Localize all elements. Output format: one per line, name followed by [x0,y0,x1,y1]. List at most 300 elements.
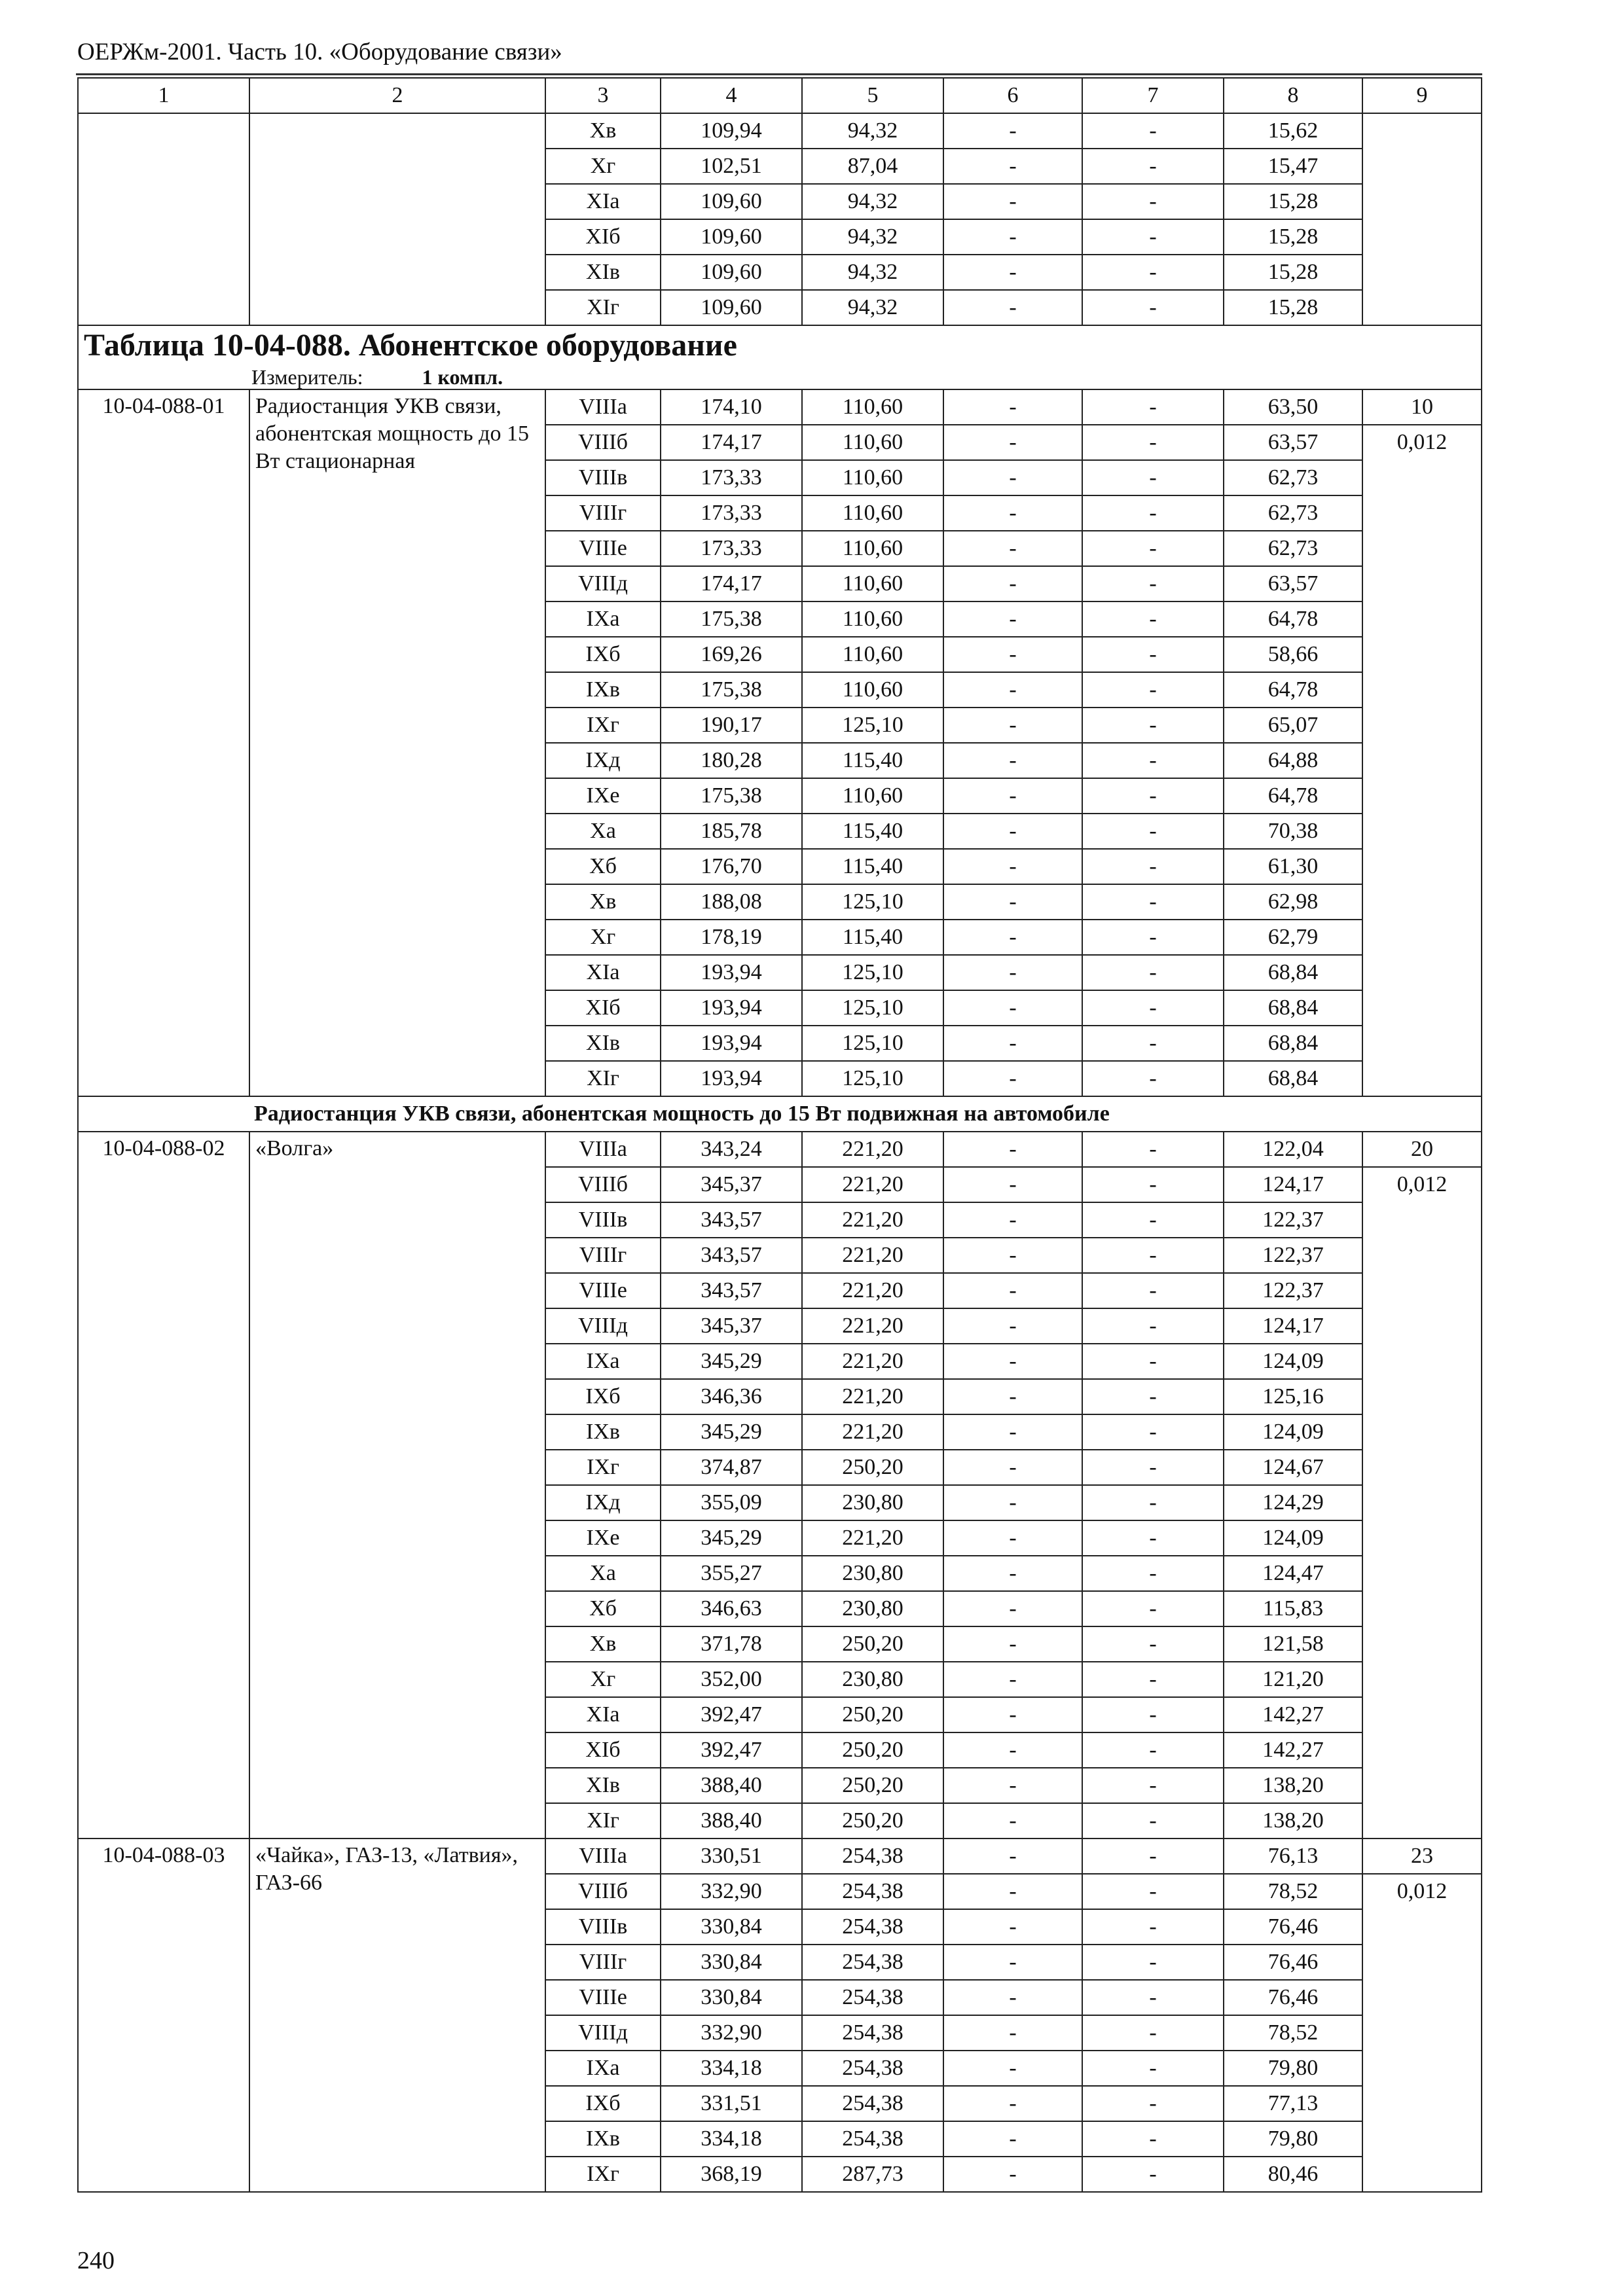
drivers-wages-cell: - [1082,1980,1224,2015]
materials-cell: 61,30 [1224,849,1362,884]
total-cost-cell: 392,47 [661,1732,802,1768]
materials-cell: 122,37 [1224,1273,1362,1308]
wages-cell: 110,60 [802,778,943,814]
subheading-cell: Радиостанция УКВ связи, абонентская мощность до 15 Вт подвижная на автомобиле [78,1096,1482,1132]
wages-cell: 94,32 [802,255,943,290]
materials-cell: 124,09 [1224,1520,1362,1556]
total-cost-cell: 355,09 [661,1485,802,1520]
work-type-cell: IХв [545,2121,661,2157]
drivers-wages-cell: - [1082,1945,1224,1980]
work-type-cell: VIIIв [545,1909,661,1945]
page-header: ОЕРЖм-2001. Часть 10. «Оборудование связи» [77,39,562,65]
materials-cell: 65,07 [1224,708,1362,743]
drivers-wages-cell: - [1082,1732,1224,1768]
column-number-1: 1 [78,78,249,113]
materials-cell: 124,09 [1224,1414,1362,1450]
machines-cell: - [943,1167,1082,1202]
total-cost-cell: 180,28 [661,743,802,778]
machines-cell: - [943,1556,1082,1591]
drivers-wages-cell: - [1082,1556,1224,1591]
work-type-cell: ХIа [545,955,661,990]
materials-cell: 62,73 [1224,495,1362,531]
table-title: Таблица 10-04-088. Абонентское оборудование [84,328,737,363]
total-cost-cell: 174,17 [661,425,802,460]
work-type-cell: Хб [545,849,661,884]
total-cost-cell: 173,33 [661,495,802,531]
table-row [78,113,1482,149]
work-type-cell: IХв [545,672,661,708]
work-type-cell: VIIIг [545,1238,661,1273]
wages-cell: 230,80 [802,1591,943,1626]
work-type-cell: ХIг [545,1803,661,1839]
drivers-wages-cell: - [1082,2015,1224,2051]
materials-cell: 122,37 [1224,1238,1362,1273]
work-type-cell: Хг [545,920,661,955]
materials-cell: 121,58 [1224,1626,1362,1662]
materials-cell: 62,79 [1224,920,1362,955]
wages-cell: 87,04 [802,149,943,184]
wages-cell: 254,38 [802,1839,943,1874]
total-cost-cell: 330,51 [661,1839,802,1874]
materials-cell: 63,57 [1224,425,1362,460]
work-type-cell: VIIIа [545,1839,661,1874]
machines-cell: - [943,1697,1082,1732]
work-type-cell: IХа [545,1344,661,1379]
machines-cell: - [943,495,1082,531]
wages-cell: 254,38 [802,2121,943,2157]
work-type-cell: VIIIе [545,1273,661,1308]
wages-cell: 250,20 [802,1732,943,1768]
materials-cell: 76,46 [1224,1980,1362,2015]
machines-cell: - [943,1132,1082,1167]
machines-cell: - [943,1768,1082,1803]
materials-cell: 70,38 [1224,814,1362,849]
wages-cell: 125,10 [802,708,943,743]
wages-cell: 221,20 [802,1379,943,1414]
wages-cell: 115,40 [802,743,943,778]
materials-cell: 62,73 [1224,531,1362,566]
table-row [78,389,1482,425]
work-type-cell: ХIб [545,219,661,255]
machines-cell: - [943,1839,1082,1874]
drivers-wages-cell: - [1082,2086,1224,2121]
drivers-wages-cell: - [1082,149,1224,184]
total-cost-cell: 343,57 [661,1202,802,1238]
materials-cell: 77,13 [1224,2086,1362,2121]
machines-cell: - [943,955,1082,990]
total-cost-cell: 109,60 [661,290,802,325]
materials-cell: 64,78 [1224,778,1362,814]
machines-cell: - [943,708,1082,743]
machines-cell: - [943,1803,1082,1839]
total-cost-cell: 193,94 [661,1061,802,1096]
wages-cell: 125,10 [802,990,943,1026]
wages-cell: 230,80 [802,1485,943,1520]
wages-cell: 254,38 [802,1980,943,2015]
drivers-wages-cell: - [1082,113,1224,149]
drivers-wages-cell: - [1082,1874,1224,1909]
materials-cell: 64,78 [1224,601,1362,637]
wages-cell: 254,38 [802,2051,943,2086]
machines-cell: - [943,425,1082,460]
work-type-cell: VIIIв [545,460,661,495]
machines-cell: - [943,1202,1082,1238]
drivers-wages-cell: - [1082,290,1224,325]
materials-cell: 138,20 [1224,1768,1362,1803]
work-type-cell: IХд [545,743,661,778]
drivers-wages-cell: - [1082,1485,1224,1520]
machines-cell: - [943,1450,1082,1485]
labor-value: 20 [1411,1137,1433,1161]
drivers-wages-cell: - [1082,672,1224,708]
work-type-cell: IХг [545,708,661,743]
materials-cell: 15,62 [1224,113,1362,149]
machines-cell: - [943,255,1082,290]
machines-cell: - [943,1520,1082,1556]
total-cost-cell: 178,19 [661,920,802,955]
total-cost-cell: 343,57 [661,1238,802,1273]
machines-cell: - [943,184,1082,219]
total-cost-cell: 330,84 [661,1980,802,2015]
drivers-wages-cell: - [1082,920,1224,955]
total-cost-cell: 392,47 [661,1697,802,1732]
machines-cell: - [943,637,1082,672]
drivers-wages-cell: - [1082,1132,1224,1167]
resource-cell [1362,389,1482,1096]
wages-cell: 250,20 [802,1697,943,1732]
labor-value: 23 [1411,1844,1433,1868]
drivers-wages-cell: - [1082,219,1224,255]
work-type-cell: VIIIб [545,1874,661,1909]
total-cost-cell: 175,38 [661,672,802,708]
page-number: 240 [77,2247,115,2274]
drivers-wages-cell: - [1082,1450,1224,1485]
work-type-cell: Хг [545,1662,661,1697]
code-cell: 10-04-088-01 [78,389,249,1096]
total-cost-cell: 345,37 [661,1308,802,1344]
machines-cell: - [943,990,1082,1026]
measure-label: Измеритель: [251,365,363,389]
work-type-cell: IХд [545,1485,661,1520]
column-numbers-row [78,78,1482,113]
resource-cell [1362,1132,1482,1839]
machines-cell: - [943,884,1082,920]
total-cost-cell: 193,94 [661,1026,802,1061]
work-type-cell: ХIа [545,1697,661,1732]
materials-cell: 63,57 [1224,566,1362,601]
drivers-wages-cell: - [1082,531,1224,566]
materials-cell: 15,28 [1224,184,1362,219]
materials-cell: 68,84 [1224,955,1362,990]
drivers-wages-cell: - [1082,2121,1224,2157]
machines-cell: - [943,1308,1082,1344]
wages-cell: 230,80 [802,1556,943,1591]
work-type-cell: Хв [545,884,661,920]
machines-cell: - [943,743,1082,778]
column-number-9: 9 [1362,78,1482,113]
wages-cell: 94,32 [802,113,943,149]
machines-cell: - [943,1414,1082,1450]
materials-cell: 138,20 [1224,1803,1362,1839]
materials-cell: 122,04 [1224,1132,1362,1167]
column-number-8: 8 [1224,78,1362,113]
materials-cell: 63,50 [1224,389,1362,425]
materials-cell: 78,52 [1224,1874,1362,1909]
materials-cell: 68,84 [1224,1026,1362,1061]
work-type-cell: IХб [545,2086,661,2121]
work-type-cell: IХе [545,1520,661,1556]
materials-cell: 115,83 [1224,1591,1362,1626]
drivers-wages-cell: - [1082,1662,1224,1697]
drivers-wages-cell: - [1082,1591,1224,1626]
column-number-4: 4 [661,78,802,113]
wages-cell: 254,38 [802,1945,943,1980]
drivers-wages-cell: - [1082,1520,1224,1556]
drivers-wages-cell: - [1082,2051,1224,2086]
total-cost-cell: 331,51 [661,2086,802,2121]
total-cost-cell: 343,57 [661,1273,802,1308]
work-type-cell: Хв [545,113,661,149]
materials-cell: 64,88 [1224,743,1362,778]
machines-cell: - [943,113,1082,149]
drivers-wages-cell: - [1082,1803,1224,1839]
wages-cell: 110,60 [802,637,943,672]
work-type-cell: VIIIв [545,1202,661,1238]
materials-cell: 124,17 [1224,1167,1362,1202]
work-type-cell: IХв [545,1414,661,1450]
table-row [78,1839,1482,1874]
rates-table [77,77,1482,2193]
machines-cell: - [943,672,1082,708]
code-cell: 10-04-088-02 [78,1132,249,1839]
drivers-wages-cell: - [1082,814,1224,849]
drivers-wages-cell: - [1082,1379,1224,1414]
column-number-7: 7 [1082,78,1224,113]
wages-cell: 254,38 [802,2015,943,2051]
total-cost-cell: 345,37 [661,1167,802,1202]
materials-cell: 124,29 [1224,1485,1362,1520]
total-cost-cell: 173,33 [661,531,802,566]
wages-cell: 115,40 [802,814,943,849]
machines-cell: - [943,1026,1082,1061]
materials-cell: 15,28 [1224,255,1362,290]
materials-cell: 58,66 [1224,637,1362,672]
labor-value: 10 [1411,395,1433,419]
total-cost-cell: 109,60 [661,219,802,255]
machines-cell: - [943,149,1082,184]
table-row [78,1132,1482,1167]
wages-cell: 94,32 [802,184,943,219]
wages-cell: 250,20 [802,1803,943,1839]
drivers-wages-cell: - [1082,1061,1224,1096]
machines-cell: - [943,2051,1082,2086]
wages-cell: 221,20 [802,1273,943,1308]
wages-cell: 115,40 [802,849,943,884]
drivers-wages-cell: - [1082,389,1224,425]
total-cost-cell: 174,10 [661,389,802,425]
work-type-cell: IХб [545,1379,661,1414]
total-cost-cell: 332,90 [661,1874,802,1909]
work-type-cell: ХIб [545,990,661,1026]
machines-cell: - [943,290,1082,325]
machines-cell: - [943,814,1082,849]
total-cost-cell: 352,00 [661,1662,802,1697]
wages-cell: 94,32 [802,219,943,255]
work-type-cell: Хг [545,149,661,184]
total-cost-cell: 169,26 [661,637,802,672]
materials-cell: 80,46 [1224,2157,1362,2192]
drivers-wages-cell: - [1082,884,1224,920]
work-type-cell: Хв [545,1626,661,1662]
total-cost-cell: 193,94 [661,990,802,1026]
machines-cell: - [943,1379,1082,1414]
table-title-cell [78,325,1482,389]
machines-cell: - [943,1344,1082,1379]
materials-cell: 62,73 [1224,460,1362,495]
machines-cell: - [943,1061,1082,1096]
total-cost-cell: 109,60 [661,255,802,290]
wages-cell: 110,60 [802,531,943,566]
wages-cell: 287,73 [802,2157,943,2192]
wages-cell: 250,20 [802,1626,943,1662]
work-type-cell: IХа [545,2051,661,2086]
wages-cell: 254,38 [802,1874,943,1909]
total-cost-cell: 190,17 [661,708,802,743]
subheading-row [78,1096,1482,1132]
wages-cell: 125,10 [802,1061,943,1096]
work-type-cell: VIIIб [545,1167,661,1202]
work-type-cell: ХIа [545,184,661,219]
work-type-cell: ХIв [545,1026,661,1061]
wages-cell: 110,60 [802,425,943,460]
drivers-wages-cell: - [1082,460,1224,495]
drivers-wages-cell: - [1082,1909,1224,1945]
work-type-cell: IХг [545,1450,661,1485]
materials-cell: 68,84 [1224,990,1362,1026]
drivers-wages-cell: - [1082,1344,1224,1379]
machines-cell: - [943,778,1082,814]
machines-cell: - [943,1662,1082,1697]
drivers-wages-cell: - [1082,1697,1224,1732]
resource-cell [1362,113,1482,325]
work-type-cell: IХг [545,2157,661,2192]
wages-cell: 221,20 [802,1238,943,1273]
total-cost-cell: 174,17 [661,566,802,601]
work-type-cell: VIIIа [545,1132,661,1167]
materials-cell: 79,80 [1224,2051,1362,2086]
materials-cell: 125,16 [1224,1379,1362,1414]
materials-cell: 142,27 [1224,1697,1362,1732]
materials-cell: 78,52 [1224,2015,1362,2051]
materials-cell: 64,78 [1224,672,1362,708]
measure-line [84,365,1477,389]
wages-cell: 110,60 [802,566,943,601]
wages-cell: 115,40 [802,920,943,955]
machine-time-value: 0,012 [1363,424,1481,459]
work-type-cell: IХб [545,637,661,672]
materials-cell: 122,37 [1224,1202,1362,1238]
wages-cell: 125,10 [802,884,943,920]
drivers-wages-cell: - [1082,955,1224,990]
drivers-wages-cell: - [1082,637,1224,672]
total-cost-cell: 345,29 [661,1414,802,1450]
column-number-2: 2 [249,78,545,113]
materials-cell: 124,09 [1224,1344,1362,1379]
wages-cell: 221,20 [802,1167,943,1202]
work-type-cell: VIIIд [545,566,661,601]
work-type-cell: Хб [545,1591,661,1626]
table-title-row [78,325,1482,389]
machines-cell: - [943,2086,1082,2121]
total-cost-cell: 330,84 [661,1909,802,1945]
wages-cell: 254,38 [802,2086,943,2121]
machines-cell: - [943,1626,1082,1662]
total-cost-cell: 345,29 [661,1520,802,1556]
total-cost-cell: 355,27 [661,1556,802,1591]
work-type-cell: Ха [545,814,661,849]
wages-cell: 110,60 [802,389,943,425]
machines-cell: - [943,1945,1082,1980]
header-rule [76,73,1482,75]
drivers-wages-cell: - [1082,1308,1224,1344]
work-type-cell: ХIб [545,1732,661,1768]
total-cost-cell: 332,90 [661,2015,802,2051]
wages-cell: 110,60 [802,601,943,637]
drivers-wages-cell: - [1082,1167,1224,1202]
materials-cell: 124,47 [1224,1556,1362,1591]
column-number-3: 3 [545,78,661,113]
machine-time-value: 0,012 [1363,1873,1481,1909]
drivers-wages-cell: - [1082,1202,1224,1238]
drivers-wages-cell: - [1082,1768,1224,1803]
drivers-wages-cell: - [1082,1026,1224,1061]
wages-cell: 110,60 [802,672,943,708]
total-cost-cell: 193,94 [661,955,802,990]
total-cost-cell: 388,40 [661,1768,802,1803]
total-cost-cell: 345,29 [661,1344,802,1379]
materials-cell: 79,80 [1224,2121,1362,2157]
machines-cell: - [943,389,1082,425]
machines-cell: - [943,2157,1082,2192]
total-cost-cell: 173,33 [661,460,802,495]
work-type-cell: IХа [545,601,661,637]
wages-cell: 125,10 [802,1026,943,1061]
wages-cell: 221,20 [802,1202,943,1238]
materials-cell: 76,46 [1224,1909,1362,1945]
drivers-wages-cell: - [1082,255,1224,290]
machines-cell: - [943,460,1082,495]
total-cost-cell: 330,84 [661,1945,802,1980]
total-cost-cell: 334,18 [661,2121,802,2157]
machines-cell: - [943,1980,1082,2015]
measure-value: 1 компл. [422,365,503,389]
drivers-wages-cell: - [1082,708,1224,743]
total-cost-cell: 109,94 [661,113,802,149]
machines-cell: - [943,1273,1082,1308]
work-type-cell: VIIIб [545,425,661,460]
total-cost-cell: 109,60 [661,184,802,219]
drivers-wages-cell: - [1082,990,1224,1026]
total-cost-cell: 175,38 [661,601,802,637]
drivers-wages-cell: - [1082,1273,1224,1308]
description-cell: «Чайка», ГАЗ-13, «Латвия», ГАЗ-66 [249,1839,545,2192]
materials-cell: 121,20 [1224,1662,1362,1697]
drivers-wages-cell: - [1082,778,1224,814]
total-cost-cell: 176,70 [661,849,802,884]
drivers-wages-cell: - [1082,743,1224,778]
work-type-cell: VIIIд [545,1308,661,1344]
materials-cell: 76,46 [1224,1945,1362,1980]
